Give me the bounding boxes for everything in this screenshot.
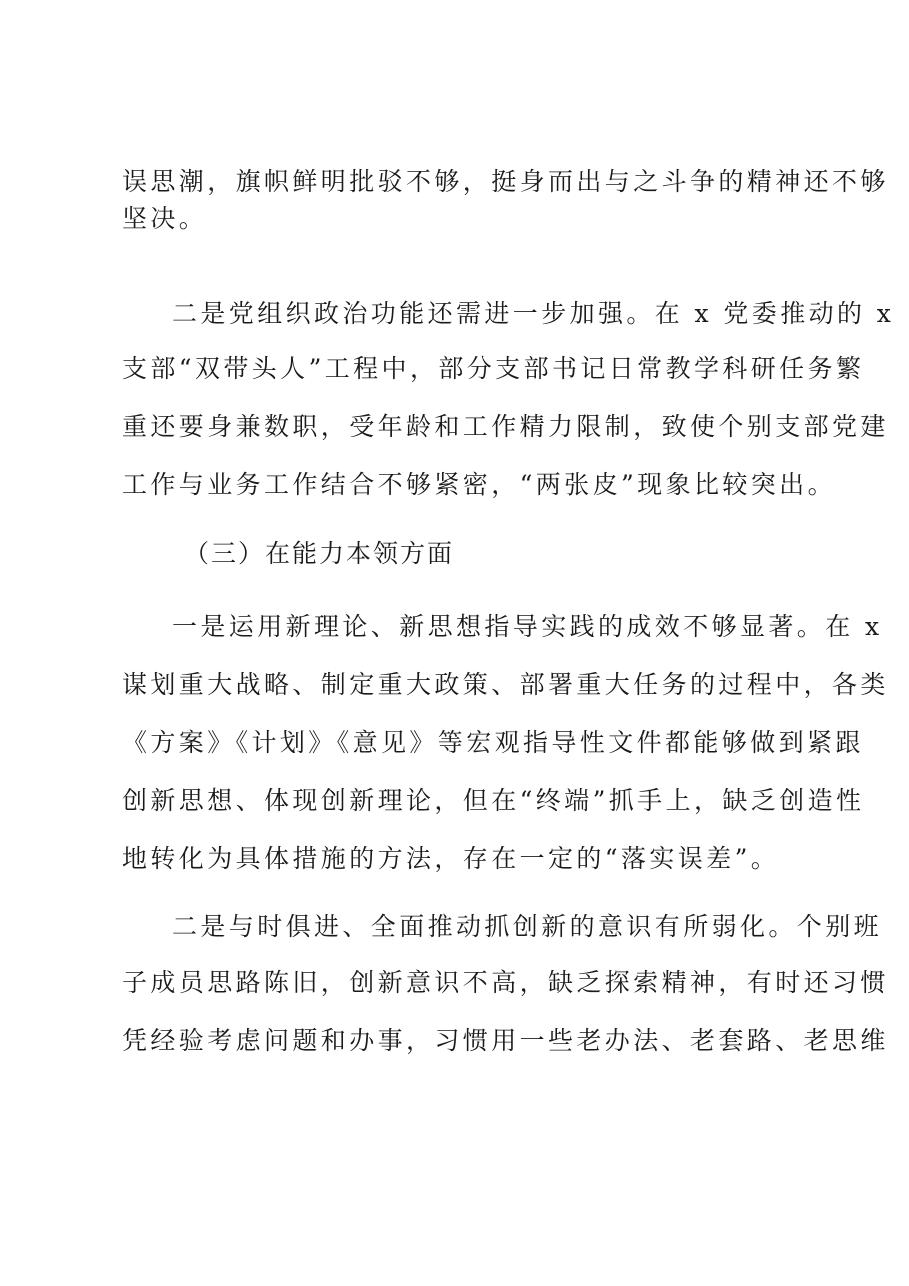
paragraph-line: 二是与时俱进、全面推动抓创新的意识有所弱化。个别班 [172, 912, 883, 941]
section-heading: （三）在能力本领方面 [184, 539, 455, 568]
paragraph-line: 坚决。 [122, 204, 208, 233]
paragraph-line: 工作与业务工作结合不够紧密，“两张皮”现象比较突出。 [122, 470, 836, 499]
paragraph-line: 凭经验考虑问题和办事，习惯用一些老办法、老套路、老思维 [122, 1026, 889, 1055]
paragraph-line: 重还要身兼数职，受年龄和工作精力限制，致使个别支部党建 [122, 412, 889, 441]
paragraph-line: 一是运用新理论、新思想指导实践的成效不够显著。在 x [172, 612, 883, 641]
paragraph-line: 创新思想、体现创新理论，但在“终端”抓手上，缺乏创造性 [122, 786, 865, 815]
paragraph-line: 《方案》《计划》《意见》等宏观指导性文件都能够做到紧跟 [122, 728, 864, 757]
paragraph-line: 谋划重大战略、制定重大政策、部署重大任务的过程中，各类 [122, 670, 889, 699]
paragraph-line: 二是党组织政治功能还需进一步加强。在 x 党委推动的 x [172, 299, 895, 328]
paragraph-line: 支部“双带头人”工程中，部分支部书记日常教学科研任务繁 [122, 354, 865, 383]
paragraph-line: 子成员思路陈旧，创新意识不高，缺乏探索精神，有时还习惯 [122, 968, 889, 997]
paragraph-line: 地转化为具体措施的方法，存在一定的“落实误差”。 [122, 844, 780, 873]
paragraph-line: 误思潮，旗帜鲜明批驳不够，挺身而出与之斗争的精神还不够 [122, 167, 889, 196]
